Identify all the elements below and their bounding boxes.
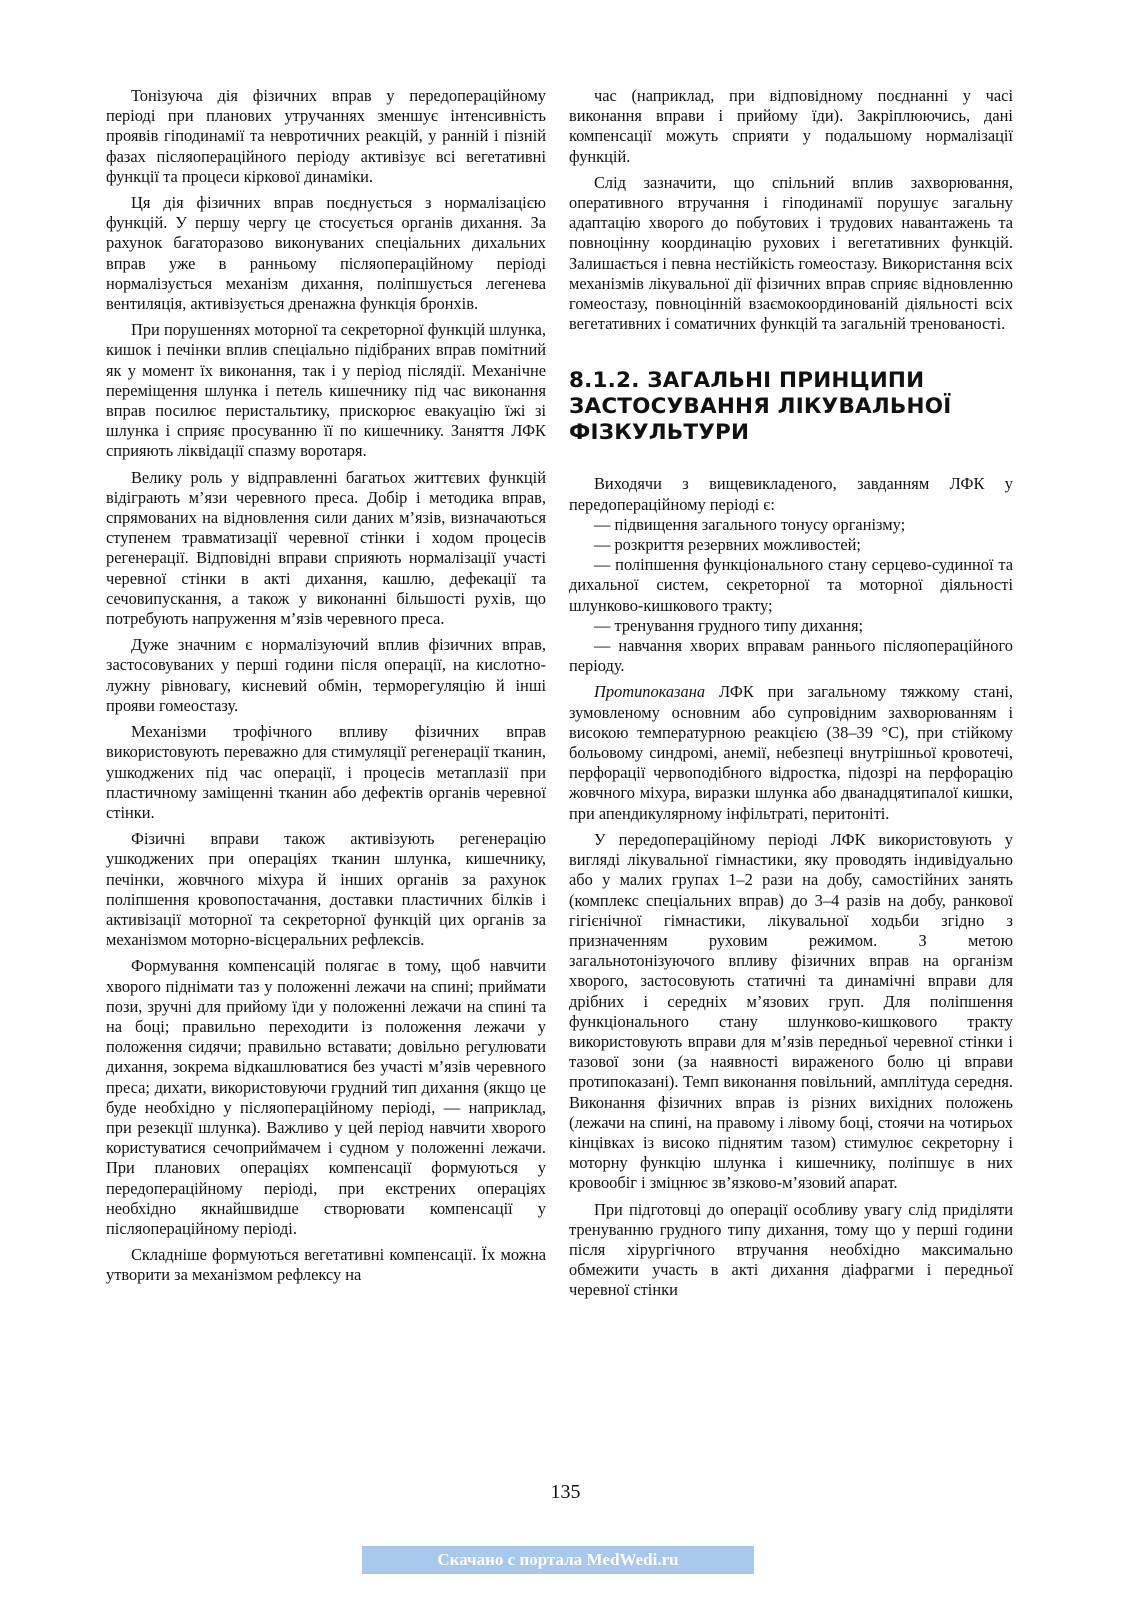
contraindications-paragraph — [569, 682, 1013, 823]
paragraph: Слід зазначити, що спільний вплив захворювання, оперативного втручання і гіподинамії порушує загальну адаптацію хворого до побутових і трудових навантажень та повноцінну координацію рухових і вегетативних функцій. Залишається і певна нестійкість гомеостазу. Використання всіх механізмів лікувальної дії фізичних вправ сприяє відновленню гомеостазу, повноцінній взаємокоординованій діяльності всіх вегетативних і соматичних функцій та загальній тренованості. — [569, 172, 1013, 334]
page-number: 135 — [550, 1481, 581, 1503]
paragraph: Ця дія фізичних вправ поєднується з нормалізацією функцій. У першу чергу це стосується органів дихання. За рахунок багаторазово виконуваних спеціальних дихальних вправ уже в ранньому післяопераційному періоді нормалізується механізм дихання, поліпшується легенева вентиляція, активізується дренажна функція бронхів. — [106, 193, 546, 314]
right-column — [569, 86, 1013, 1307]
paragraph: У передопераційному періоді ЛФК використовують у вигляді лікувальної гімнастики, яку проводять індивідуально або у малих групах 1–2 рази на добу, самостійних занять (комплекс спеціальних вправ) до 3–4 разів на добу, ранкової гігієнічної гімнастики, лікувальної ходьби згідно з призначенням руховим режимом. З метою загальнотонізуючого впливу фізичних вправ на організм хворого, застосовують статичні та динамічні вправи для дрібних і середніх м’язових груп. Для поліпшення функціонального стану шлунково-кишкового тракту використовують вправи для м’язів передньої черевної стінки і тазової зони (за наявності вираженого болю ці вправи протипоказані). Темп виконання повільний, амплітуда середня. Виконання фізичних вправ із різних вихідних положень (лежачи на спині, на правому і лівому боці, стоячи на чотирьох кінцівках із високо піднятим тазом) стимулює секреторну і моторну функцію шлунка і кишечнику, поліпшує в них кровообіг і зміцнює зв’язково-м’язовий апарат. — [569, 829, 1013, 1193]
list-item: — навчання хворих вправам раннього післяопераційного періоду. — [569, 636, 1013, 676]
paragraph: Механізми трофічного впливу фізичних вправ використовують переважно для стимуляції регенерації тканин, ушкоджених під час операції, і процесів метаплазії при пластичному заміщенні тканин або дефектів органів черевної стінки. — [106, 722, 546, 822]
paragraph: Формування компенсацій полягає в тому, щоб навчити хворого піднімати таз у положенні лежачи на спині; приймати пози, зручні для прийому їди у положенні лежачи на спині та на боці; правильно переходити із положення лежачи у положення сидячи; правильно вставати; довільно регулювати дихання, зокрема відкашлюватися без участі м’язів черевного преса; дихати, використовуючи грудний тип дихання (якщо це буде необхідно у післяопераційному періоді, — наприклад, при резекції шлунка). Важливо у цей період навчити хворого користуватися сечоприймачем і судном у положенні лежачи. При планових операціях компенсації формуються у передопераційному періоді, при екстрених операціях необхідно якнайшвидше створювати компенсації у післяопераційному періоді. — [106, 956, 546, 1238]
list-item: — підвищення загального тонусу організму; — [594, 514, 906, 534]
section-heading: 8.1.2. ЗАГАЛЬНІ ПРИНЦИПИ ЗАСТОСУВАННЯ ЛІКУВАЛЬНОЇ ФІЗКУЛЬТУРИ — [569, 368, 952, 446]
paragraph: При підготовці до операції особливу увагу слід приділяти тренуванню грудного типу дихання, тому що у перші години після хірургічного втручання необхідно максимально обмежити участь в акті дихання діафрагми і передньої черевної стінки — [569, 1199, 1013, 1300]
paragraph: час (наприклад, при відповідному поєднанні у часі виконання вправи і прийому їди). Закріплюючись, дані компенсації можуть сприяти у подальшому нормалізації функцій. — [569, 86, 1013, 166]
paragraph: Фізичні вправи також активізують регенерацію ушкоджених при операціях тканин шлунка, кишечнику, печінки, жовчного міхура й інших органів за рахунок поліпшення кровопостачання, доставки пластичних білків і активізації моторної та секреторної функцій цих органів за механізмом моторно-вісцеральних рефлексів. — [106, 829, 546, 950]
paragraph: Дуже значним є нормалізуючий вплив фізичних вправ, застосовуваних у перші години після операції, на кислотно-лужну рівновагу, кисневий обмін, терморегуляцію й інші прояви гомеостазу. — [106, 635, 546, 715]
list-item: — розкриття резервних можливостей; — [594, 535, 861, 555]
tasks-intro: Виходячи з вищевикладеного, завданням ЛФК у передопераційному періоді є: — [569, 474, 1013, 514]
paragraph: При порушеннях моторної та секреторної функцій шлунка, кишок і печінки вплив спеціально підібраних вправ помітний як у момент їх виконання, так і у період післядії. Механічне переміщення шлунка і петель кишечнику під час виконання вправ посилює перистальтику, прискорює евакуацію їжі зі шлунка і сприяє просуванню її по кишечнику. Заняття ЛФК сприяють ліквідації спазму воротаря. — [106, 320, 546, 461]
contraindications-text: ЛФК при загальному тяжкому стані, зумовленому основним або супровідним захворюванням і високою температурною реакцією (38–39 °С), при стійкому больовому синдромі, анемії, небезпеці внутрішньої кровотечі, перфорації червоподібного відростка, підозрі на перфорацію жовчного міхура, виразки шлунка або дванадцятипалої кишки, при апендикулярному інфільтраті, перитоніті. — [569, 682, 1013, 823]
watermark-banner: Скачано с портала MedWedi.ru — [362, 1546, 754, 1574]
paragraph: Тонізуюча дія фізичних вправ у передопераційному періоді при планових утручаннях зменшує інтенсивність проявів гіподинамії та невротичних реакцій, у ранній і пізній фазах післяопераційного періоду активізує всі вегетативні функції та процеси кіркової динаміки. — [106, 86, 546, 186]
contraindications-term: Протипоказана — [594, 682, 706, 702]
left-column — [106, 86, 546, 1292]
paragraph: Складніше формуються вегетативні компенсації. Їх можна утворити за механізмом рефлексу на — [106, 1245, 546, 1285]
paragraph: Велику роль у відправленні багатьох життєвих функцій відіграють м’язи черевного преса. Добір і методика вправ, спрямованих на відновлення сили даних м’язів, визначаються ступенем травматизації черевної стінки і ходом процесів регенерації. Відповідні вправи сприяють нормалізації участі черевної стінки в акті дихання, кашлю, дефекації та сечовипускання, а також у виконанні більшості рухів, що потребують напруження м’язів черевного преса. — [106, 467, 546, 629]
list-item: — тренування грудного типу дихання; — [594, 615, 864, 635]
list-item: — поліпшення функціонального стану серцево-судинної та дихальної систем, секреторної та моторної діяльності шлунково-кишкового тракту; — [569, 555, 1013, 615]
